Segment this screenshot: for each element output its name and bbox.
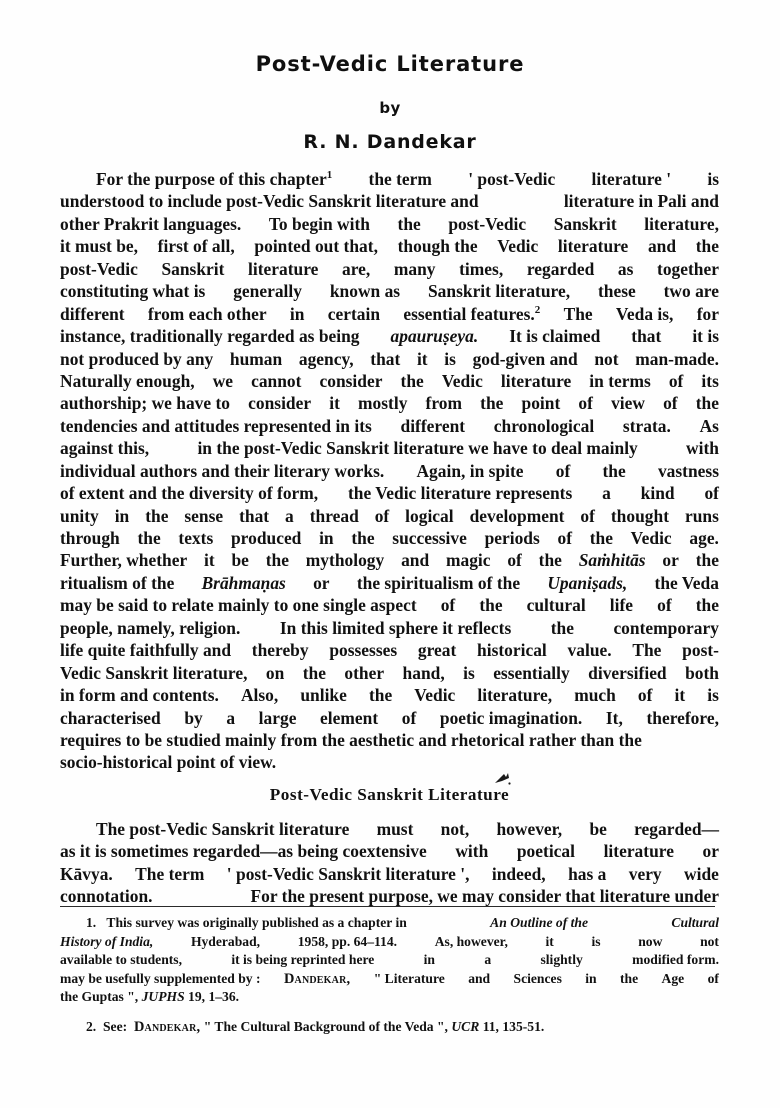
text-line: post-Vedic Sanskrit literature are, many times, regarded as together <box>60 258 719 279</box>
sanskrit-term-samhitas: Saṁhitās <box>578 550 646 571</box>
footnote-line: the Guptas ", JUPHS 19, 1–36. <box>60 989 240 1005</box>
text-line: not produced by any human agency, that it is god-given and not man-made. <box>60 348 719 369</box>
footnote-line: History of India, Hyderabad, 1958, pp. 64–114. As, however, it is now not <box>60 933 719 949</box>
sanskrit-term-apauruseya: apauruṣeya. <box>390 326 479 347</box>
text-line: people, namely, religion. In this limited sphere it reflects the contemporary <box>60 617 719 638</box>
ink-smudge-artifact <box>493 772 511 786</box>
footnote-line: may be usefully supplemented by : Dandekar, " Literature and Sciences in the Age of <box>60 970 719 987</box>
text-line: socio-historical point of view. <box>60 752 277 773</box>
journal-abbrev: JUPHS <box>141 989 185 1005</box>
author-name: R. N. Dandekar <box>303 131 477 154</box>
paragraph-body-1 <box>60 168 719 774</box>
text-line: in form and contents. Also, unlike the Vedic literature, much of it is <box>60 685 719 706</box>
text-line: requires to be studied mainly from the aesthetic and rhetorical rather than the <box>60 729 642 750</box>
footnote-line: 1. This survey was originally published as a chapter in An Outline of the Cultural <box>86 915 719 930</box>
text-line: Further, whether it be the mythology and magic of the Saṁhitās or the <box>60 550 719 571</box>
text-line: instance, traditionally regarded as being apauruṣeya. It is claimed that it is <box>60 326 719 347</box>
text-line: other Prakrit languages. To begin with the post-Vedic Sanskrit literature, <box>60 213 719 234</box>
text-line: For the purpose of this chapter$^1$ the term ' post-Vedic literature ' is <box>96 169 719 189</box>
text-line: authorship; we have to consider it mostly from the point of view of the <box>60 393 719 414</box>
text-line: unity in the sense that a thread of logical development of thought runs <box>60 505 719 526</box>
footnote-separator-rule <box>60 906 715 907</box>
text-line: Naturally enough, we cannot consider the Vedic literature in terms of its <box>60 370 719 391</box>
footnotes-block <box>60 914 719 1037</box>
page-title: Post-Vedic Literature <box>255 52 525 76</box>
sanskrit-term-kavya: Kāvya. <box>60 863 113 884</box>
text-line: through the texts produced in the successive periods of the Vedic age. <box>60 528 719 548</box>
text-line: life quite faithfully and thereby possesses great historical value. The post- <box>60 640 719 661</box>
text-line: Vedic Sanskrit literature, on the other hand, is essentially diversified both <box>60 662 719 683</box>
text-line: ritualism of the Brāhmaṇas or the spiritualism of the Upaniṣads, the Veda <box>60 572 719 593</box>
footnote-line: 2. See: Dandekar, " The Cultural Background of the Veda ", UCR 11, 135-51. <box>86 1018 545 1035</box>
title-block <box>60 52 720 153</box>
text-line: different from each other in certain essential features.$^2$ The Veda is, for <box>60 303 719 324</box>
author-citation-smallcaps: Dandekar, <box>283 970 351 987</box>
text-line: understood to include post-Vedic Sanskrit literature and literature in Pali and <box>60 191 719 212</box>
text-line: characterised by a large element of poetic imagination. It, therefore, <box>60 707 719 728</box>
text-line: against this, in the post-Vedic Sanskrit literature we have to deal mainly with <box>60 438 719 459</box>
paragraph-body-2 <box>60 818 719 908</box>
sanskrit-term-brahmanas: Brāhmaṇas <box>201 572 286 593</box>
text-line: of extent and the diversity of form, the Vedic literature represents a kind of <box>60 483 719 504</box>
text-line: tendencies and attitudes represented in its different chronological strata. As <box>60 415 719 436</box>
text-line: as it is sometimes regarded—as being coextensive with poetical literature or <box>60 841 719 862</box>
author-citation-smallcaps: Dandekar, <box>133 1018 201 1035</box>
journal-abbrev: UCR <box>451 1018 480 1034</box>
text-line: The post-Vedic Sanskrit literature must not, however, be regarded— <box>96 819 719 839</box>
footnote-line: available to students, it is being reprinted here in a slightly modified form. <box>60 952 719 968</box>
text-line: may be said to relate mainly to one single aspect of the cultural life of the <box>60 595 719 616</box>
text-line: constituting what is generally known as Sanskrit literature, these two are <box>60 281 719 302</box>
text-line: it must be, first of all, pointed out that, though the Vedic literature and the <box>60 236 719 257</box>
byline-label: by <box>379 99 401 118</box>
text-line: connotation. For the present purpose, we may consider that literature under <box>60 886 719 907</box>
text-line: individual authors and their literary works. Again, in spite of the vastness <box>60 460 719 481</box>
sanskrit-term-upanisads: Upaniṣads, <box>547 572 628 593</box>
text-line: Kāvya. The term ' post-Vedic Sanskrit literature ', indeed, has a very wide <box>60 863 719 884</box>
section-heading: Post-Vedic Sanskrit Literature <box>269 785 510 804</box>
